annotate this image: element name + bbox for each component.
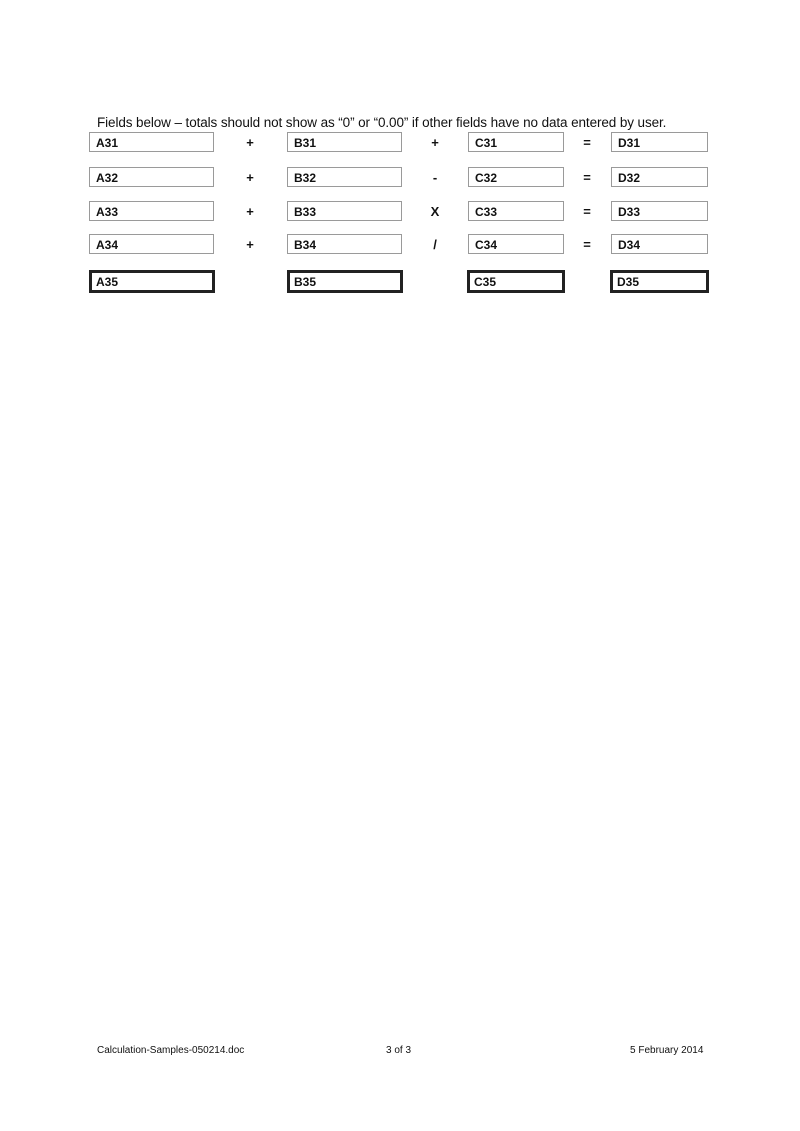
field-c31[interactable] [468,132,564,152]
field-c32[interactable] [468,167,564,187]
field-b35[interactable] [287,270,403,293]
field-b34[interactable] [287,234,402,254]
field-a34[interactable] [89,234,214,254]
plus-operator: + [246,204,254,219]
footer-page-number: 3 of 3 [386,1045,412,1056]
field-d35[interactable] [610,270,709,293]
equals-sign: = [583,170,591,185]
plus-operator: + [431,135,439,150]
field-b32[interactable] [287,167,402,187]
plus-operator: + [246,135,254,150]
field-d31[interactable] [611,132,708,152]
field-a31[interactable] [89,132,214,152]
divide-operator: / [433,237,437,252]
instructions-text: Fields below – totals should not show as “0” or “0.00” if other fields have no data entered by user. [97,115,667,130]
multiply-operator: X [430,204,440,219]
field-c34[interactable] [468,234,564,254]
minus-operator: - [432,170,438,185]
plus-operator: + [246,170,254,185]
field-d34[interactable] [611,234,708,254]
field-d32[interactable] [611,167,708,187]
field-c33[interactable] [468,201,564,221]
field-a32[interactable] [89,167,214,187]
field-a35[interactable] [89,270,215,293]
field-b31[interactable] [287,132,402,152]
field-b33[interactable] [287,201,402,221]
footer-date: 5 February 2014 [630,1045,704,1056]
footer-filename: Calculation-Samples-050214.doc [97,1045,245,1056]
field-d33[interactable] [611,201,708,221]
equals-sign: = [583,135,591,150]
equals-sign: = [583,237,591,252]
plus-operator: + [246,237,254,252]
field-a33[interactable] [89,201,214,221]
field-c35[interactable] [467,270,565,293]
equals-sign: = [583,204,591,219]
